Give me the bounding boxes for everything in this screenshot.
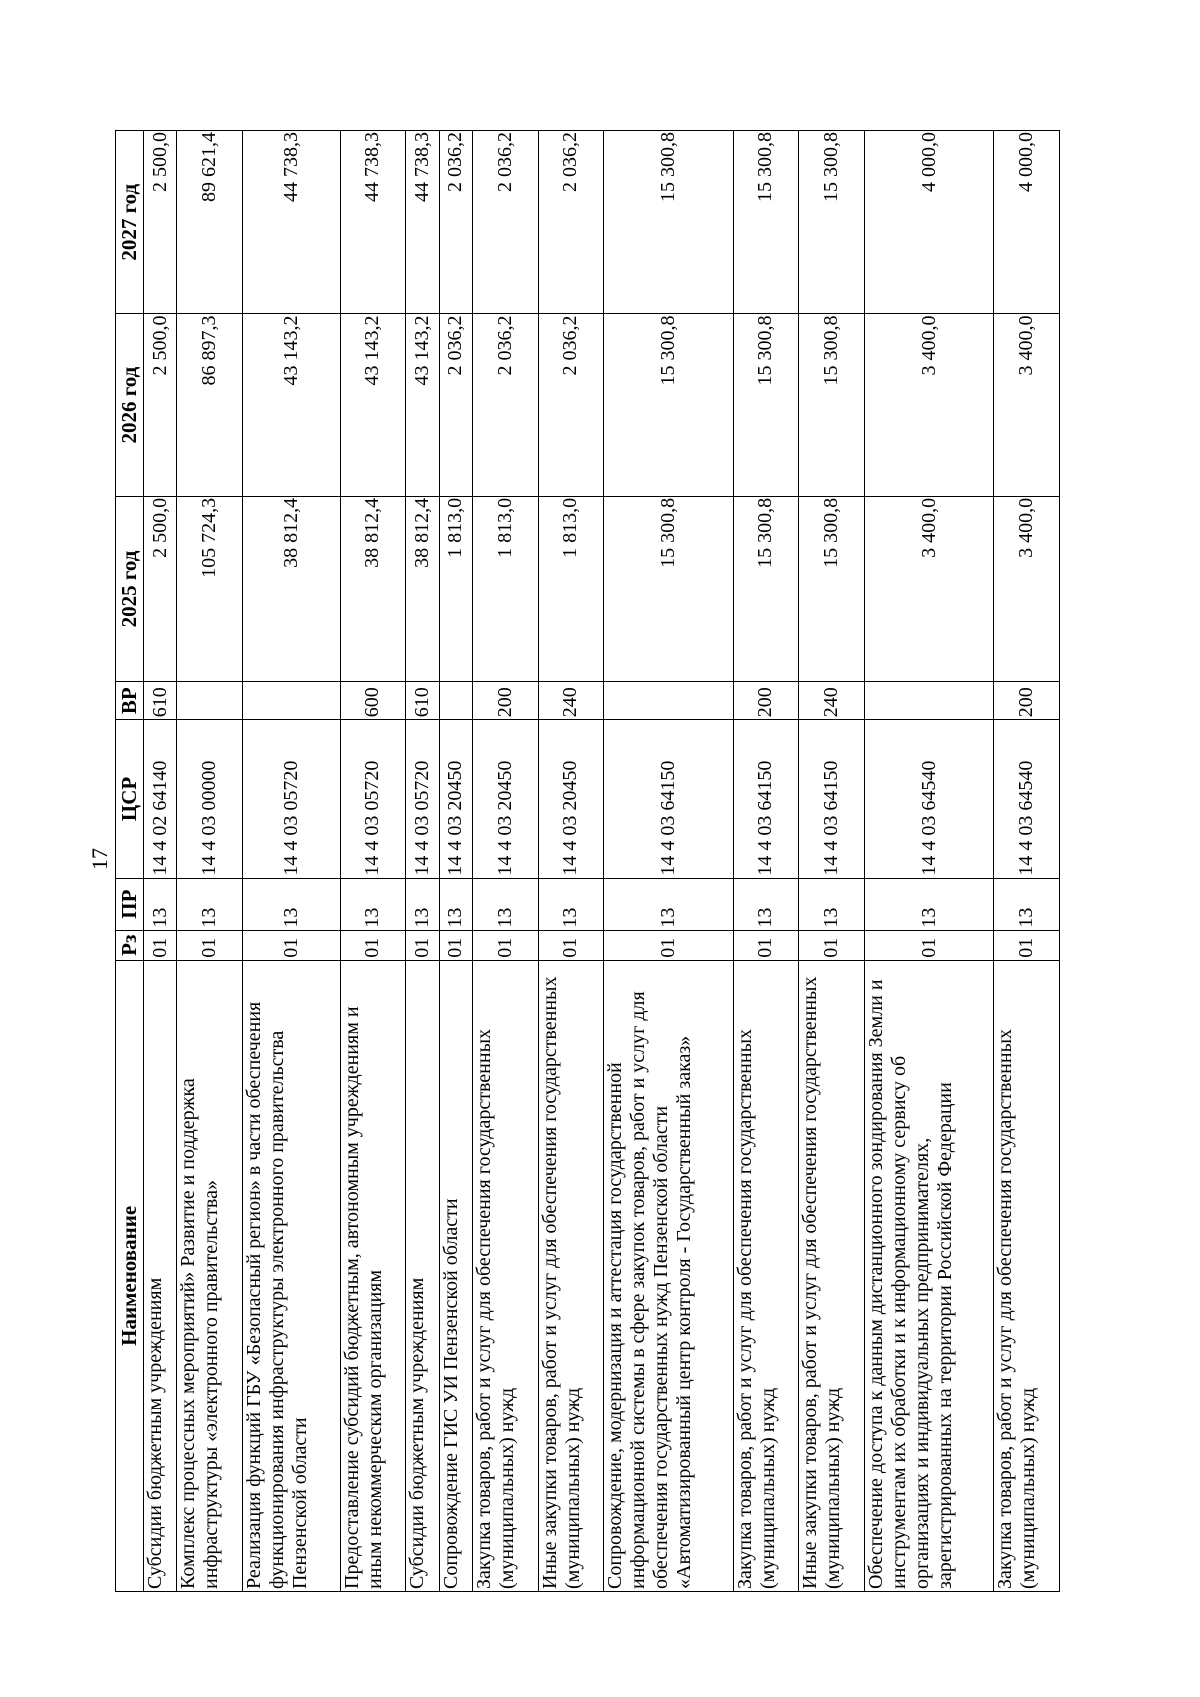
- cell-2027: 44 738,3: [242, 131, 340, 314]
- header-2027: 2027 год: [116, 131, 144, 314]
- cell-csr: 14 4 03 05720: [340, 720, 406, 878]
- cell-pr: 13: [733, 878, 799, 930]
- cell-csr: 14 4 03 64150: [733, 720, 799, 878]
- cell-2027: 44 738,3: [340, 131, 406, 314]
- cell-rz: 01: [799, 930, 865, 960]
- header-name: Наименование: [116, 960, 144, 1591]
- header-vr: ВР: [116, 682, 144, 720]
- cell-2025: 38 812,4: [242, 496, 340, 681]
- cell-pr: 13: [604, 878, 734, 930]
- cell-2027: 2 036,2: [439, 131, 472, 314]
- cell-csr: 14 4 03 20450: [472, 720, 538, 878]
- table-row: [864, 131, 994, 1592]
- cell-vr: 600: [340, 682, 406, 720]
- header-2025: 2025 год: [116, 496, 144, 681]
- cell-csr: 14 4 03 64540: [994, 720, 1060, 878]
- cell-csr: 14 4 03 64150: [604, 720, 734, 878]
- cell-vr: 240: [799, 682, 865, 720]
- cell-pr: 13: [994, 878, 1060, 930]
- cell-csr: 14 4 03 00000: [177, 720, 243, 878]
- table-row: [538, 131, 604, 1592]
- cell-name: Сопровождение ГИС УИ Пензенской области: [439, 960, 472, 1591]
- cell-rz: 01: [538, 930, 604, 960]
- table-row: [177, 131, 243, 1592]
- cell-name: Реализация функций ГБУ «Безопасный регион» в части обеспечения функционирования инфраструктуры электронного правительства Пензенской области: [242, 960, 340, 1591]
- cell-2027: 4 000,0: [994, 131, 1060, 314]
- cell-2027: 44 738,3: [406, 131, 439, 314]
- cell-pr: 13: [242, 878, 340, 930]
- cell-rz: 01: [864, 930, 994, 960]
- table-row: [144, 131, 177, 1592]
- cell-vr: 240: [538, 682, 604, 720]
- cell-rz: 01: [144, 930, 177, 960]
- cell-pr: 13: [439, 878, 472, 930]
- cell-2025: 38 812,4: [340, 496, 406, 681]
- cell-rz: 01: [994, 930, 1060, 960]
- cell-rz: 01: [604, 930, 734, 960]
- cell-csr: 14 4 02 64140: [144, 720, 177, 878]
- cell-vr: [242, 682, 340, 720]
- cell-2025: 1 813,0: [472, 496, 538, 681]
- cell-csr: 14 4 03 20450: [538, 720, 604, 878]
- cell-vr: 610: [144, 682, 177, 720]
- cell-name: Субсидии бюджетным учреждениям: [144, 960, 177, 1591]
- cell-vr: [177, 682, 243, 720]
- cell-2026: 3 400,0: [994, 314, 1060, 496]
- table-row: [340, 131, 406, 1592]
- table-row: [799, 131, 865, 1592]
- cell-vr: [604, 682, 734, 720]
- cell-2025: 3 400,0: [994, 496, 1060, 681]
- cell-rz: 01: [472, 930, 538, 960]
- cell-name: Комплекс процессных мероприятий» Развитие и поддержка инфраструктуры «электронного правительства»: [177, 960, 243, 1591]
- cell-2026: 3 400,0: [864, 314, 994, 496]
- cell-vr: 200: [994, 682, 1060, 720]
- cell-2027: 4 000,0: [864, 131, 994, 314]
- header-2026: 2026 год: [116, 314, 144, 496]
- cell-name: Закупка товаров, работ и услуг для обеспечения государственных (муниципальных) нужд: [472, 960, 538, 1591]
- cell-2026: 43 143,2: [406, 314, 439, 496]
- cell-pr: 13: [538, 878, 604, 930]
- cell-2027: 89 621,4: [177, 131, 243, 314]
- cell-2026: 43 143,2: [242, 314, 340, 496]
- cell-2025: 38 812,4: [406, 496, 439, 681]
- cell-2026: 43 143,2: [340, 314, 406, 496]
- page-number: 17: [87, 848, 112, 870]
- cell-2027: 15 300,8: [733, 131, 799, 314]
- budget-table: [115, 130, 1060, 1592]
- cell-vr: [864, 682, 994, 720]
- table-row: [406, 131, 439, 1592]
- cell-2026: 15 300,8: [799, 314, 865, 496]
- cell-csr: 14 4 03 64540: [864, 720, 994, 878]
- cell-name: Обеспечение доступа к данным дистанционного зондирования Земли и инструментам их обработки и к информационному сервису об организациях и индивидуальных предпринимателях, зарегистрированных на территории Российской Федерации: [864, 960, 994, 1591]
- cell-2026: 2 036,2: [472, 314, 538, 496]
- cell-2025: 15 300,8: [604, 496, 734, 681]
- cell-rz: 01: [177, 930, 243, 960]
- table-row: [604, 131, 734, 1592]
- cell-2027: 15 300,8: [604, 131, 734, 314]
- cell-rz: 01: [439, 930, 472, 960]
- cell-2025: 1 813,0: [538, 496, 604, 681]
- cell-2026: 86 897,3: [177, 314, 243, 496]
- cell-pr: 13: [472, 878, 538, 930]
- cell-pr: 13: [864, 878, 994, 930]
- cell-vr: 200: [733, 682, 799, 720]
- cell-name: Субсидии бюджетным учреждениям: [406, 960, 439, 1591]
- cell-2026: 2 500,0: [144, 314, 177, 496]
- cell-2026: 2 036,2: [538, 314, 604, 496]
- cell-name: Закупка товаров, работ и услуг для обеспечения государственных (муниципальных) нужд: [994, 960, 1060, 1591]
- table-row: [733, 131, 799, 1592]
- cell-pr: 13: [177, 878, 243, 930]
- cell-2025: 15 300,8: [733, 496, 799, 681]
- cell-rz: 01: [340, 930, 406, 960]
- cell-vr: [439, 682, 472, 720]
- cell-rz: 01: [733, 930, 799, 960]
- cell-rz: 01: [406, 930, 439, 960]
- cell-name: Сопровождение, модернизация и аттестация государственной информационной системы в сфере закупок товаров, работ и услуг для обеспечения государственных нужд Пензенской области «Автоматизированный центр контроля - Государственный заказ»: [604, 960, 734, 1591]
- cell-csr: 14 4 03 05720: [242, 720, 340, 878]
- cell-vr: 610: [406, 682, 439, 720]
- cell-name: Иные закупки товаров, работ и услуг для обеспечения государственных (муниципальных) нужд: [799, 960, 865, 1591]
- cell-2027: 2 036,2: [472, 131, 538, 314]
- cell-pr: 13: [144, 878, 177, 930]
- header-csr: ЦСР: [116, 720, 144, 878]
- cell-name: Иные закупки товаров, работ и услуг для обеспечения государственных (муниципальных) нужд: [538, 960, 604, 1591]
- header-rz: Рз: [116, 930, 144, 960]
- cell-2025: 1 813,0: [439, 496, 472, 681]
- table-header-row: [116, 131, 144, 1592]
- cell-2026: 15 300,8: [604, 314, 734, 496]
- table-row: [439, 131, 472, 1592]
- rotated-table-container: [115, 130, 1060, 1592]
- cell-2025: 15 300,8: [799, 496, 865, 681]
- cell-name: Закупка товаров, работ и услуг для обеспечения государственных (муниципальных) нужд: [733, 960, 799, 1591]
- cell-name: Предоставление субсидий бюджетным, автономным учреждениям и иным некоммерческим организациям: [340, 960, 406, 1591]
- cell-2025: 105 724,3: [177, 496, 243, 681]
- cell-vr: 200: [472, 682, 538, 720]
- cell-2026: 15 300,8: [733, 314, 799, 496]
- cell-2026: 2 036,2: [439, 314, 472, 496]
- table-row: [472, 131, 538, 1592]
- cell-2027: 2 500,0: [144, 131, 177, 314]
- cell-pr: 13: [340, 878, 406, 930]
- cell-csr: 14 4 03 05720: [406, 720, 439, 878]
- table-row: [242, 131, 340, 1592]
- cell-csr: 14 4 03 20450: [439, 720, 472, 878]
- cell-2027: 2 036,2: [538, 131, 604, 314]
- table-body: [144, 131, 1060, 1592]
- cell-rz: 01: [242, 930, 340, 960]
- cell-2025: 3 400,0: [864, 496, 994, 681]
- cell-2025: 2 500,0: [144, 496, 177, 681]
- table-row: [994, 131, 1060, 1592]
- cell-pr: 13: [799, 878, 865, 930]
- header-pr: ПР: [116, 878, 144, 930]
- cell-pr: 13: [406, 878, 439, 930]
- cell-csr: 14 4 03 64150: [799, 720, 865, 878]
- cell-2027: 15 300,8: [799, 131, 865, 314]
